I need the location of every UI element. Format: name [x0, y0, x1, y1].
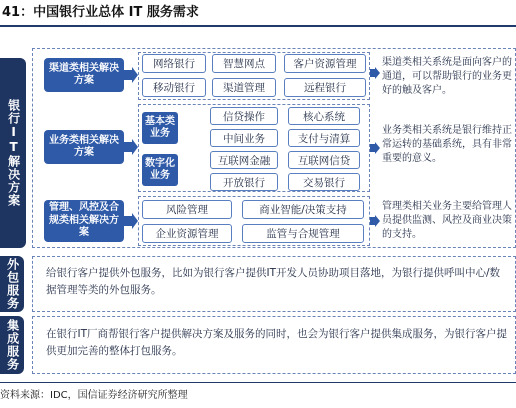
channel-arrow	[124, 67, 138, 83]
channel-item: 客户资源管理	[284, 54, 366, 73]
channel-item: 网络银行	[142, 54, 206, 73]
digital-business-subcategory: 数字化业务	[142, 154, 178, 186]
bottom-divider	[0, 382, 516, 383]
basic-business-subcategory: 基本类业务	[142, 112, 178, 144]
business-arrow	[124, 139, 138, 155]
business-item: 互联网金融	[210, 151, 278, 169]
business-item: 开放银行	[210, 173, 278, 191]
channel-item: 移动银行	[142, 78, 206, 97]
management-item: 商业智能/决策支持	[242, 200, 364, 219]
business-item: 信贷操作	[210, 107, 278, 125]
business-category: 业务类相关解决方案	[44, 130, 124, 164]
integration-label-text: 集成服务	[5, 319, 20, 371]
business-description: 业务类相关系统是银行维持正常运转的基础系统，具有非常重要的意义。	[382, 125, 512, 164]
management-item: 监管与合规管理	[242, 224, 364, 243]
solution-label-text: 银行IT解决方案	[6, 99, 21, 207]
title-divider	[0, 25, 516, 27]
business-item: 交易银行	[288, 173, 360, 191]
channel-item: 智慧网点	[212, 54, 276, 73]
management-description: 管理类相关业务主要给管理人员提供监测、风控及商业决策的支持。	[382, 201, 512, 240]
outsourcing-text: 给银行客户提供外包服务，比如为银行客户提供IT开发人员协助项目落地，为银行提供呼叫中心/数据管理等类的外包服务。	[46, 267, 501, 296]
outsourcing-label-text: 外包服务	[5, 258, 20, 310]
management-desc-arrow	[370, 215, 380, 227]
business-item: 互联网信贷	[288, 151, 360, 169]
figure-title: 41：中国银行业总体 IT 服务需求	[2, 5, 199, 20]
integration-label	[0, 316, 24, 374]
channel-item: 远程银行	[284, 78, 366, 97]
business-item: 支付与清算	[288, 129, 360, 147]
management-arrow	[124, 213, 138, 229]
source-note: 资料来源：IDC，国信证券经济研究所整理	[0, 390, 188, 401]
solution-label	[0, 58, 26, 248]
business-item: 核心系统	[288, 107, 360, 125]
management-category: 管理、风控及合规类相关解决方案	[44, 200, 124, 242]
business-desc-arrow	[370, 142, 380, 154]
channel-desc-arrow	[370, 67, 380, 79]
outsourcing-label	[0, 256, 24, 312]
channel-description: 渠道类相关系统是面向客户的通道，可以帮助银行的业务更好的触及客户。	[382, 57, 512, 96]
management-item: 风险管理	[142, 200, 232, 219]
business-item: 中间业务	[210, 129, 278, 147]
channel-category: 渠道类相关解决方案	[44, 58, 124, 92]
management-item: 企业资源管理	[142, 224, 232, 243]
channel-item: 渠道管理	[212, 78, 276, 97]
integration-text: 在银行IT厂商帮银行客户提供解决方案及服务的同时，也会为银行客户提供集成服务，为银行客户提供更加完善的整体打包服务。	[46, 328, 508, 357]
